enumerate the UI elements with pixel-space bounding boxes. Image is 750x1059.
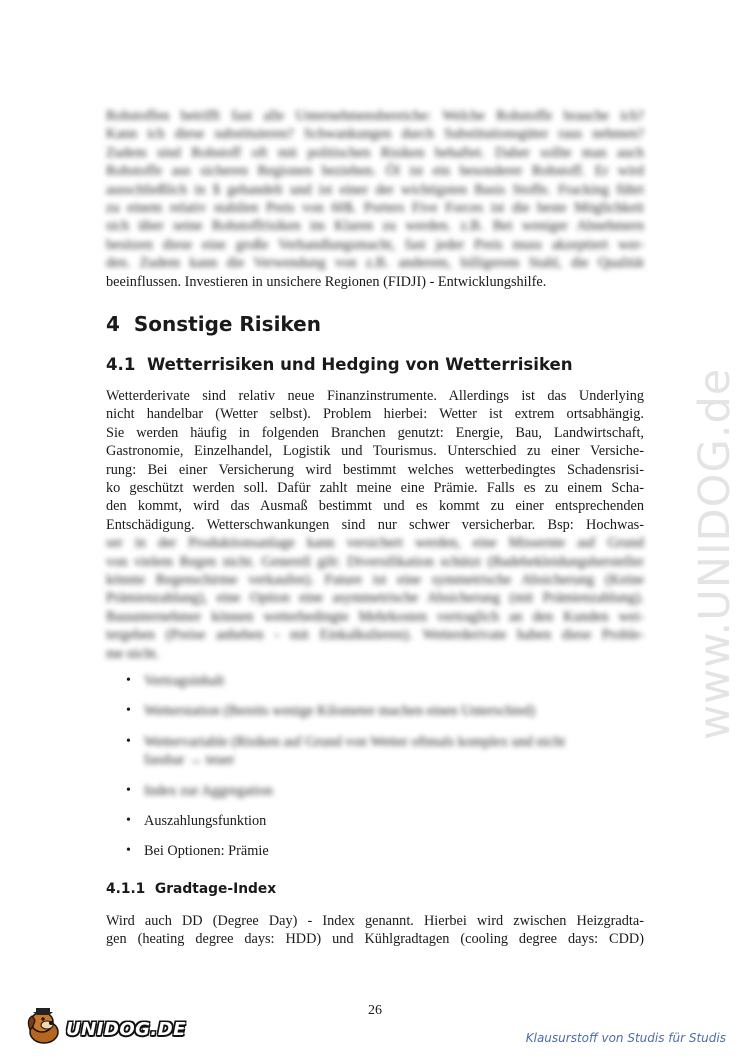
- bullet-icon: •: [126, 843, 131, 859]
- page-number: 26: [368, 1003, 382, 1018]
- footer-tagline: Klausurstoff von Studis für Studis: [525, 1031, 726, 1045]
- text-line: Rohstoffe aus sicheren Regionen beziehen. Öl ist ein besonderer Rohstoff. Er wird: [106, 163, 644, 180]
- bullet-icon: •: [126, 733, 131, 749]
- list-item-text: Bei Optionen: Prämie: [144, 843, 269, 860]
- text-line: sich über seine Rohstoffrisiken im Klaren zu werden. z.B. Bei weniger Abnehmern: [106, 218, 644, 235]
- bullet-icon: •: [126, 782, 131, 798]
- list-item: [126, 733, 644, 770]
- list-item: [126, 782, 644, 800]
- weather-paragraph: [106, 387, 644, 663]
- text-line: ser in der Produktionsanlage kann versichert werden, eine Missernte auf Grund: [106, 535, 644, 552]
- list-item-text: Wettervariable (Risiken auf Grund von Wetter oftmals komplex und nicht: [144, 733, 566, 750]
- list-item-text: Wetterstation (Bereits wenige Kilometer machen einen Unterschied): [144, 703, 536, 720]
- subsection-heading: [106, 355, 573, 374]
- section-heading: [106, 312, 321, 336]
- bullet-icon: •: [126, 813, 131, 829]
- text-line: Prämienzahlung), eine Option eine asymmetrische Absicherung (mit Prämienzahlung).: [106, 590, 644, 607]
- unidog-logo[interactable]: [22, 1006, 186, 1046]
- text-line: me nicht.: [106, 645, 160, 662]
- text-line: Zudem sind Rohstoff oft mit politischen Risiken behaftet. Daher sollte man auch: [106, 144, 644, 161]
- text-line: nicht handelbar (Wetter selbst). Problem hierbei: Wetter ist extrem ortsabhängig.: [106, 406, 644, 423]
- section-title: Sonstige Risiken: [133, 312, 321, 336]
- list-item-text: Vertragsinhalt: [144, 673, 225, 689]
- text-line: gen (heating degree days: HDD) und Kühlgradtagen (cooling degree days: CDD): [106, 931, 644, 948]
- text-line: beeinflussen. Investieren in unsichere Regionen (FIDJI) - Entwicklungshilfe.: [106, 273, 547, 290]
- list-item: [126, 702, 644, 720]
- subsection-number: 4.1: [106, 355, 136, 374]
- text-line: rung: Bei einer Versicherung wird bestimmt welches wetterbedingtes Schadensrisi-: [106, 461, 644, 478]
- weather-blurred-block: [106, 534, 644, 663]
- subsubsection-number: 4.1.1: [106, 881, 146, 897]
- text-line: Gastronomie, Einzelhandel, Logistik und Tourismus. Unterschied zu einer Versiche-: [106, 443, 644, 460]
- logo-text: UNIDOG.DE: [66, 1019, 186, 1040]
- text-line: Wetterderivate sind relativ neue Finanzinstrumente. Allerdings ist das Underlying: [106, 388, 644, 404]
- text-line: Wird auch DD (Degree Day) - Index genannt. Hierbei wird zwischen Heizgradta-: [106, 913, 644, 929]
- text-line: könnte Regenschirme verkaufen). Future ist eine symmetrische Absicherung (Keine: [106, 572, 644, 589]
- text-line: den kommt, wird das Ausmaß bestimmt und es kommt zu einer entsprechenden: [106, 498, 644, 515]
- list-item-text-continued: fassbar → teuer: [144, 752, 235, 769]
- intro-paragraph: [106, 107, 644, 291]
- text-line: besitzen diese eine große Verhandlungsmacht, fast jeder Preis muss akzeptiert wer-: [106, 236, 644, 253]
- gradtage-paragraph: [106, 912, 644, 949]
- text-line: Rohstoffen betrifft fast alle Unternehmensbereiche: Welche Rohstoffe brauche ich?: [106, 108, 644, 124]
- section-number: 4: [106, 312, 120, 336]
- list-item-text: Auszahlungsfunktion: [144, 813, 267, 830]
- bullet-list: [126, 672, 644, 861]
- list-item-text: Index zur Aggregation: [144, 782, 273, 799]
- watermark: www.UNIDOG.de: [690, 367, 740, 740]
- text-line: Kann ich diese substituieren? Schwankungen durch Substitutionsgüter raus nehmen?: [106, 126, 644, 143]
- text-line: Entschädigung. Wetterschwankungen sind nur schwer versicherbar. Bsp: Hochwas-: [106, 516, 644, 533]
- text-line: Bauunternehmer können wetterbedingte Mehrkosten vertraglich an den Kunden wei-: [106, 608, 644, 625]
- text-line: tergeben (Preise anheben - mit Einkalkulieren). Wetterderivate haben diese Proble-: [106, 627, 644, 644]
- dog-mascot-icon: [22, 1006, 66, 1046]
- text-line: Sie werden häufig in folgenden Branchen genutzt: Energie, Bau, Landwirtschaft,: [106, 424, 644, 441]
- subsection-title: Wetterrisiken und Hedging von Wetterrisiken: [146, 355, 573, 374]
- text-line: zu einem relativ stabilen Preis von 60$. Porters Five Forces ist die beste Möglichkeit: [106, 200, 644, 217]
- list-item: [126, 812, 644, 830]
- subsubsection-heading: [106, 881, 276, 897]
- bullet-icon: •: [126, 703, 131, 719]
- list-item: [126, 842, 644, 860]
- text-line: den. Zudem kann die Verwendung von z.B. anderem, billigerem Stahl, die Qualität: [106, 255, 644, 272]
- intro-blurred-block: [106, 107, 644, 273]
- subsubsection-title: Gradtage-Index: [154, 881, 277, 897]
- bullet-icon: •: [126, 673, 131, 688]
- text-line: ausschließlich in $ gehandelt und ist einer der wichtigsten Basis Stoffe. Fracking führt: [106, 181, 644, 198]
- text-line: von vielem Regen nicht. Generell gilt: Diversifikation schützt (Badebekleidungshersteller: [106, 553, 644, 570]
- list-item: [126, 672, 644, 690]
- text-line: ko geschützt werden soll. Dafür zahlt meine eine Prämie. Falls es zu einem Scha-: [106, 480, 644, 497]
